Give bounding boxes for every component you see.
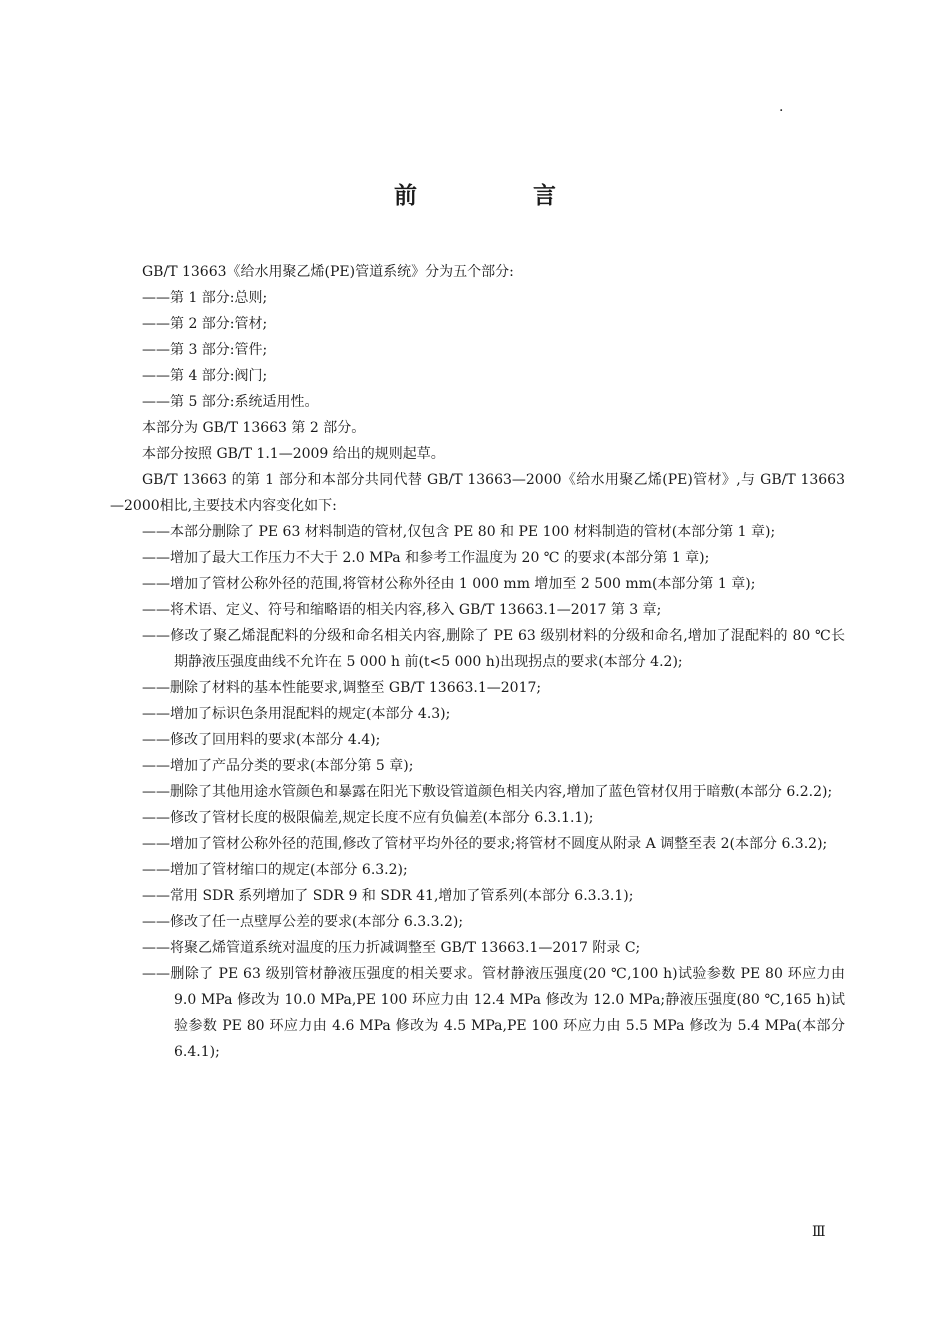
- dash-list-item: ——修改了任一点壁厚公差的要求(本部分 6.3.3.2);: [142, 914, 464, 930]
- dash-list-item: ——增加了标识色条用混配料的规定(本部分 4.3);: [142, 706, 451, 722]
- paragraph: 本部分为 GB/T 13663 第 2 部分。: [142, 420, 366, 436]
- dash-list-item: ——将聚乙烯管道系统对温度的压力折减调整至 GB/T 13663.1—2017 附录 C;: [142, 940, 641, 956]
- dash-list-item: ——删除了材料的基本性能要求,调整至 GB/T 13663.1—2017;: [142, 680, 542, 696]
- dash-list-item: ——增加了管材缩口的规定(本部分 6.3.2);: [142, 862, 408, 878]
- dash-list-item: ——修改了管材长度的极限偏差,规定长度不应有负偏差(本部分 6.3.1.1);: [142, 810, 594, 826]
- dash-list-item: ——增加了管材公称外径的范围,将管材公称外径由 1 000 mm 增加至 2 500 mm(本部分第 1 章);: [142, 576, 756, 592]
- dash-list-item: ——修改了回用料的要求(本部分 4.4);: [142, 732, 381, 748]
- dash-list-item: ——修改了聚乙烯混配料的分级和命名相关内容,删除了 PE 63 级别材料的分级和命名,增加了混配料的 80 ℃长期静液压强度曲线不允许在 5 000 h 前(t<5 000 h)出现拐点的要求(本部分 4.2);: [142, 628, 845, 670]
- dash-list-item: ——本部分删除了 PE 63 材料制造的管材,仅包含 PE 80 和 PE 100 材料制造的管材(本部分第 1 章);: [142, 524, 776, 540]
- dash-list-item: ——第 1 部分:总则;: [142, 290, 268, 306]
- page-number: Ⅲ: [812, 1224, 826, 1240]
- dash-list-item: ——增加了最大工作压力不大于 2.0 MPa 和参考工作温度为 20 ℃ 的要求(本部分第 1 章);: [142, 550, 710, 566]
- page-title: 前 言: [393, 183, 610, 209]
- dash-list-item: ——将术语、定义、符号和缩略语的相关内容,移入 GB/T 13663.1—2017 第 3 章;: [142, 602, 662, 618]
- paragraph: GB/T 13663《给水用聚乙烯(PE)管道系统》分为五个部分:: [142, 264, 514, 280]
- dash-list-item: ——删除了其他用途水管颜色和暴露在阳光下敷设管道颜色相关内容,增加了蓝色管材仅用于暗敷(本部分 6.2.2);: [142, 784, 833, 800]
- dash-list-item: ——增加了管材公称外径的范围,修改了管材平均外径的要求;将管材不圆度从附录 A 调整至表 2(本部分 6.3.2);: [142, 836, 828, 852]
- dash-list-item: ——第 5 部分:系统适用性。: [142, 394, 319, 410]
- dash-list-item: ——第 3 部分:管件;: [142, 342, 268, 358]
- dash-list-item: ——常用 SDR 系列增加了 SDR 9 和 SDR 41,增加了管系列(本部分 6.3.3.1);: [142, 888, 634, 904]
- dash-list-item: ——删除了 PE 63 级别管材静液压强度的相关要求。管材静液压强度(20 ℃,100 h)试验参数 PE 80 环应力由 9.0 MPa 修改为 10.0 MPa,PE 100 环应力由 12.4 MPa 修改为 12.0 MPa;静液压强度(80 ℃,165 h)试验参数 PE 80 环应力由 4.6 MPa 修改为 4.5 MPa,PE 100 环应力由 5.5 MPa 修改为 5.4 MPa(本部分 6.4.1);: [142, 966, 845, 1060]
- paragraph: GB/T 13663 的第 1 部分和本部分共同代替 GB/T 13663—2000《给水用聚乙烯(PE)管材》,与 GB/T 13663—2000相比,主要技术内容变化如下:: [110, 472, 845, 514]
- dash-list-item: ——增加了产品分类的要求(本部分第 5 章);: [142, 758, 414, 774]
- foreword-body: [110, 259, 845, 1065]
- paragraph: 本部分按照 GB/T 1.1—2009 给出的规则起草。: [142, 446, 445, 462]
- dash-list-item: ——第 4 部分:阀门;: [142, 368, 268, 384]
- corner-mark: ·: [779, 103, 784, 119]
- dash-list-item: ——第 2 部分:管材;: [142, 316, 268, 332]
